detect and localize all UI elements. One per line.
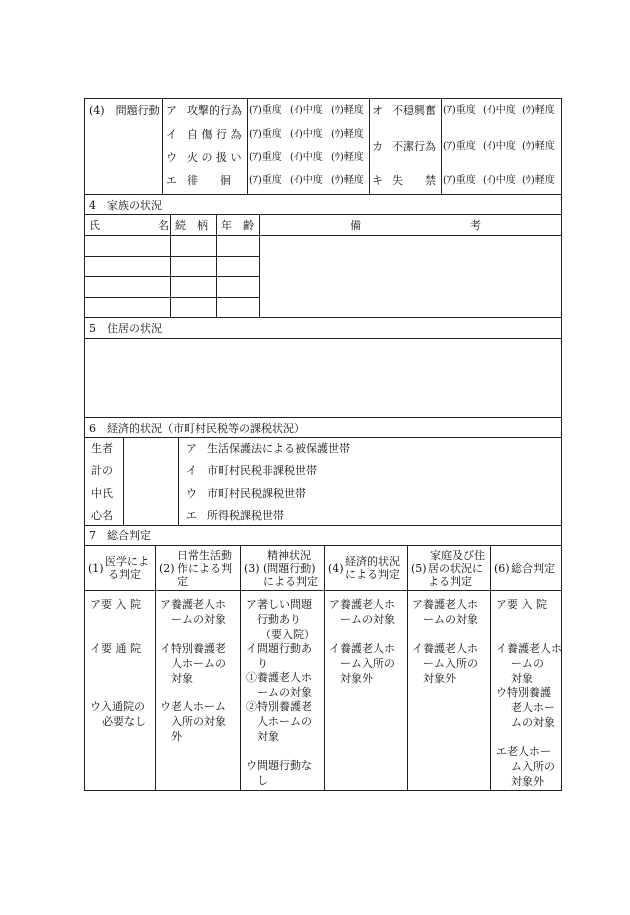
judgement-option-cont: 対象: [511, 672, 533, 685]
economy-option-kana: ウ: [186, 487, 197, 500]
judgement-col1-header: る判定: [108, 568, 141, 581]
severity-option[interactable]: (ｲ)中度: [290, 152, 323, 163]
judgement-col2-header: 定: [177, 575, 188, 588]
judgement-option[interactable]: ア要 入 院: [90, 598, 141, 611]
judgement-option-cont: ーム入所の: [340, 657, 395, 670]
judgement-col4-header: 経済的状況: [345, 555, 400, 568]
judgement-option[interactable]: イ特別養護老: [160, 642, 226, 655]
judgement-option[interactable]: ウ老人ホーム: [160, 700, 226, 713]
economy-option[interactable]: 生活保護法による被保護世帯: [207, 442, 350, 455]
housing-input-area[interactable]: [85, 339, 561, 416]
judgement-option-cont: ームの対象: [171, 613, 226, 626]
severity-option[interactable]: (ｱ)重度: [249, 175, 282, 186]
frame-right-line: [561, 98, 562, 791]
judgement-option-cont: 対象: [171, 672, 193, 685]
judgement-option-cont: り: [257, 657, 268, 670]
severity-option[interactable]: (ｳ)軽度: [331, 129, 364, 140]
behavior-kana: ア: [166, 104, 177, 117]
judgement-option-cont: し: [257, 774, 268, 787]
judgement-option-cont: ームの対象: [423, 613, 478, 626]
judgement-col6-num: (6): [494, 562, 510, 575]
economy-option-kana: ア: [186, 442, 197, 455]
severity-option[interactable]: (ｲ)中度: [290, 105, 323, 116]
judgement-col6-header: 総合判定: [511, 562, 555, 575]
family-heading: 4 家族の状況: [89, 199, 162, 212]
severity-option[interactable]: (ｳ)軽度: [522, 141, 555, 152]
family-col-note-a: 備: [350, 219, 361, 232]
judgement-col4-num: (4): [328, 562, 344, 575]
judgement-col2-header: 作による判: [177, 562, 232, 575]
judgement-option-cont: ムの対象: [511, 716, 555, 729]
family-row: [84, 256, 260, 257]
judgement-option[interactable]: イ養護老人ホ: [412, 642, 478, 655]
severity-option[interactable]: (ｱ)重度: [443, 141, 476, 152]
judgement-option-cont: 必要なし: [102, 715, 146, 728]
behavior-name: 徘 徊: [187, 174, 231, 187]
judgement-option[interactable]: ア要 入 院: [496, 598, 547, 611]
frame-left-line: [84, 98, 85, 791]
judgement-option-cont: 対象外: [423, 672, 456, 685]
severity-option[interactable]: (ｱ)重度: [443, 175, 476, 186]
judgement-option[interactable]: ①養護老人ホ: [246, 671, 312, 684]
judgement-option[interactable]: ア養護老人ホ: [160, 598, 226, 611]
behavior-name: 火 の 扱 い: [187, 151, 242, 164]
judgement-option-cont: 対象外: [511, 775, 544, 788]
judgement-option[interactable]: イ養護老人ホ: [496, 642, 562, 655]
judgement-option[interactable]: ア養護老人ホ: [329, 598, 395, 611]
judgement-option-cont: 入所の対象: [171, 715, 226, 728]
judgement-option-cont: ームの対象: [257, 686, 312, 699]
severity-option[interactable]: (ｲ)中度: [290, 129, 323, 140]
behavior-name: 失 禁: [392, 174, 436, 187]
judgement-col1-num: (1): [88, 562, 104, 575]
judgement-option-cont: 人ホームの: [171, 657, 226, 670]
judgement-option[interactable]: ウ問題行動な: [246, 759, 312, 772]
judgement-option-cont: ーム入所の: [423, 657, 478, 670]
judgement-col4-header: による判定: [345, 568, 400, 581]
behavior-kana: キ: [372, 174, 383, 187]
judgement-col5-header: 家庭及び住: [430, 549, 485, 562]
behavior-name: 自 傷 行 為: [187, 128, 242, 141]
judgement-option[interactable]: エ老人ホー: [496, 745, 551, 758]
family-row: [84, 297, 260, 298]
judgement-col5-header: 居の状況に: [428, 562, 483, 575]
behavior-kana: オ: [372, 104, 383, 117]
severity-option[interactable]: (ｲ)中度: [483, 105, 516, 116]
judgement-option-cont: 老人ホー: [511, 701, 555, 714]
judgement-col5-num: (5): [411, 562, 427, 575]
judgement-option-cont: （要入院）: [260, 628, 315, 641]
judgement-option-cont: 外: [171, 730, 182, 743]
problem-behavior-label: (4) 問題行動: [89, 104, 160, 117]
family-row: [84, 276, 260, 277]
judgement-option-cont: ームの: [511, 657, 544, 670]
economy-left-char: 生者: [91, 442, 113, 455]
judgement-col1-header: 医学によ: [105, 555, 149, 568]
judgement-option-cont: 行動あり: [257, 613, 301, 626]
behavior-name: 不穏興奮: [392, 104, 436, 117]
judgement-col3-header: による判定: [263, 575, 318, 588]
economy-option[interactable]: 所得税課税世帯: [207, 509, 284, 522]
judgement-col3-header: 精神状況: [267, 549, 311, 562]
frame-top-line: [84, 98, 562, 99]
judgement-option[interactable]: イ要 通 院: [90, 642, 141, 655]
behavior-kana: イ: [166, 128, 177, 141]
severity-option[interactable]: (ｲ)中度: [290, 175, 323, 186]
family-col-name-a: 氏: [89, 219, 100, 232]
judgement-option-cont: ム入所の: [511, 760, 555, 773]
judgement-col2-header: 日常生活動: [177, 549, 232, 562]
judgement-option[interactable]: ウ特別養護: [496, 686, 551, 699]
economy-left-char: 中氏: [91, 487, 113, 500]
severity-option[interactable]: (ｳ)軽度: [522, 105, 555, 116]
economy-option-kana: イ: [186, 464, 197, 477]
family-col-note-b: 考: [470, 219, 481, 232]
family-col-name-b: 名: [158, 219, 169, 232]
behavior-name: 攻撃的行為: [187, 104, 242, 117]
family-col-age: 年 齢: [221, 219, 254, 232]
judgement-option[interactable]: イ養護老人ホ: [329, 642, 395, 655]
judgement-option[interactable]: ア著しい問題: [246, 598, 312, 611]
severity-option[interactable]: (ｱ)重度: [443, 105, 476, 116]
economy-option-kana: エ: [186, 509, 197, 522]
severity-option[interactable]: (ｱ)重度: [249, 129, 282, 140]
severity-option[interactable]: (ｳ)軽度: [331, 152, 364, 163]
severity-option[interactable]: (ｲ)中度: [483, 141, 516, 152]
judgement-option[interactable]: ②特別養護老: [246, 700, 312, 713]
severity-option[interactable]: (ｳ)軽度: [522, 175, 555, 186]
judgement-option[interactable]: ア養護老人ホ: [412, 598, 478, 611]
judgement-col3-header: (問題行動): [263, 562, 316, 575]
judgement-col2-num: (2): [159, 562, 175, 575]
economy-left-char: 計の: [91, 464, 113, 477]
judgement-option[interactable]: イ問題行動あ: [246, 642, 312, 655]
severity-option[interactable]: (ｲ)中度: [483, 175, 516, 186]
family-col-relation: 続 柄: [175, 219, 208, 232]
judgement-option[interactable]: ウ入通院の: [90, 700, 145, 713]
judgement-option-cont: 対象: [257, 730, 279, 743]
severity-option[interactable]: (ｳ)軽度: [331, 105, 364, 116]
judgement-col5-header: よる判定: [428, 575, 472, 588]
housing-heading: 5 住居の状況: [89, 322, 162, 335]
behavior-kana: カ: [372, 140, 383, 153]
severity-option[interactable]: (ｱ)重度: [249, 152, 282, 163]
judgement-option-cont: 対象外: [340, 672, 373, 685]
severity-option[interactable]: (ｳ)軽度: [331, 175, 364, 186]
behavior-kana: エ: [166, 174, 177, 187]
economy-left-char: 心名: [91, 509, 113, 522]
judgement-option-cont: ームの対象: [340, 613, 395, 626]
economy-heading: 6 経済的状況（市町村民税等の課税状況）: [89, 422, 305, 435]
behavior-name: 不潔行為: [392, 140, 436, 153]
economy-option[interactable]: 市町村民税課税世帯: [207, 487, 306, 500]
judgement-heading: 7 総合判定: [89, 529, 151, 542]
behavior-kana: ウ: [166, 151, 177, 164]
judgement-option-cont: 人ホームの: [257, 715, 312, 728]
judgement-col3-num: (3): [244, 562, 260, 575]
severity-option[interactable]: (ｱ)重度: [249, 105, 282, 116]
economy-option[interactable]: 市町村民税非課税世帯: [207, 464, 317, 477]
